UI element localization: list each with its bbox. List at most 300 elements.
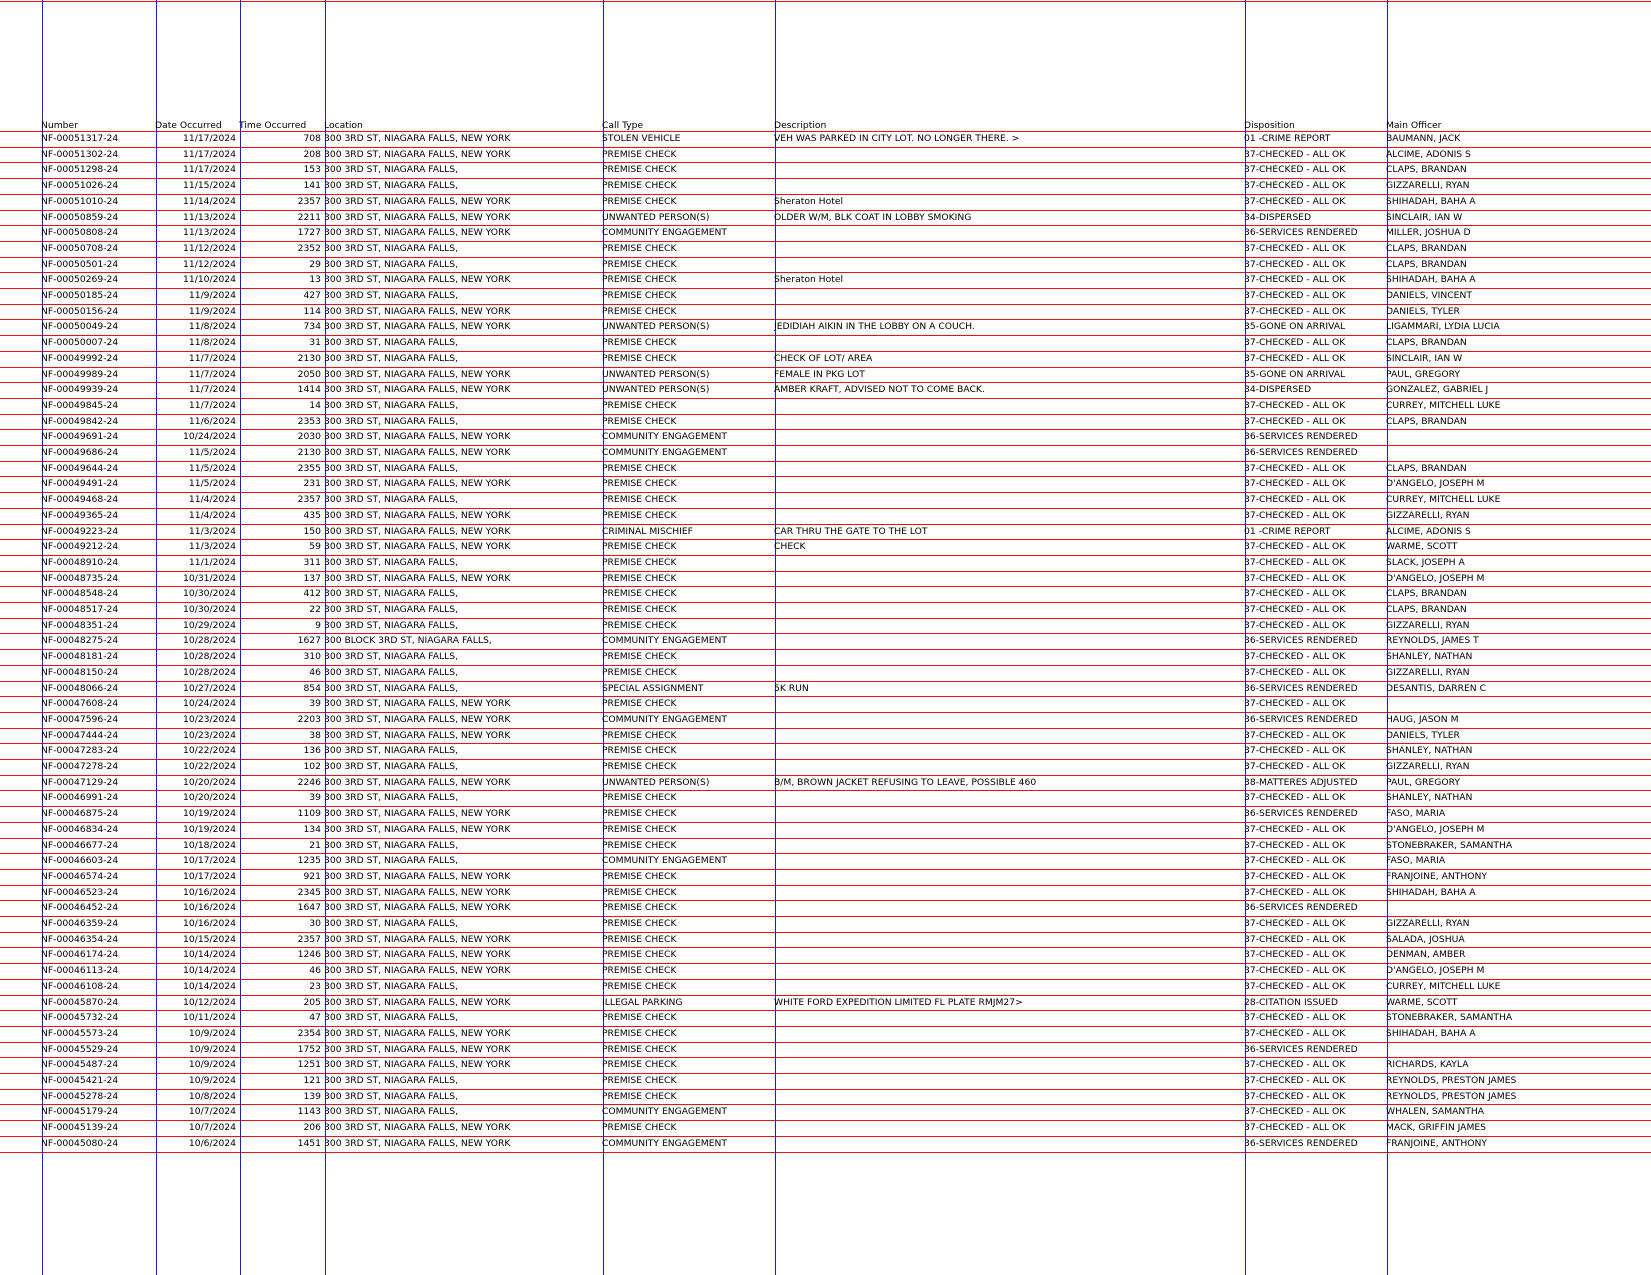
cell-location: 300 3RD ST, NIAGARA FALLS, NEW YORK [324,133,511,144]
row-separator-line [0,367,1651,368]
cell-description: WHITE FORD EXPEDITION LIMITED FL PLATE RMJM27> [774,996,1023,1008]
cell-disposition: 37-CHECKED - ALL OK [1244,651,1346,663]
cell-location: 300 3RD ST, NIAGARA FALLS, NEW YORK [324,195,511,207]
cell-location: 300 3RD ST, NIAGARA FALLS, [324,682,459,694]
cell-date-occurred: 10/14/2024 [183,980,236,992]
cell-main-officer: REYNOLDS, PRESTON JAMES [1386,1090,1517,1102]
cell-time-occurred: 854 [303,682,321,694]
cell-disposition: 37-CHECKED - ALL OK [1244,1122,1346,1134]
cell-main-officer: DANIELS, TYLER [1386,305,1460,317]
cell-call-type: PREMISE CHECK [602,949,677,961]
cell-location: 300 3RD ST, NIAGARA FALLS, NEW YORK [324,949,511,961]
cell-location: 300 3RD ST, NIAGARA FALLS, [324,619,459,631]
cell-disposition: 36-SERVICES RENDERED [1244,1137,1358,1149]
row-separator-line [0,272,1651,273]
cell-location: 300 3RD ST, NIAGARA FALLS, NEW YORK [324,886,511,898]
row-separator-line [0,979,1651,980]
cell-date-occurred: 10/28/2024 [183,666,236,678]
cell-disposition: 36-SERVICES RENDERED [1244,227,1358,239]
cell-location: 300 3RD ST, NIAGARA FALLS, [324,839,459,851]
cell-number: NF-00049691-24 [41,431,119,443]
cell-call-type: COMMUNITY ENGAGEMENT [602,1137,728,1149]
cell-date-occurred: 10/29/2024 [183,619,236,631]
cell-disposition: 37-CHECKED - ALL OK [1244,462,1346,474]
cell-number: NF-00046523-24 [41,886,119,898]
cell-time-occurred: 2353 [297,415,321,427]
row-separator-line [0,382,1651,383]
cell-disposition: 37-CHECKED - ALL OK [1244,1090,1346,1102]
cell-time-occurred: 2130 [297,447,321,458]
cell-number: NF-00048275-24 [41,635,119,647]
cell-description: OLDER W/M, BLK COAT IN LOBBY SMOKING [774,211,972,223]
cell-call-type: CRIMINAL MISCHIEF [602,525,693,537]
cell-call-type: PREMISE CHECK [602,823,677,835]
row-separator-line [0,210,1651,211]
cell-time-occurred: 1246 [297,949,321,961]
row-separator-line [0,508,1651,509]
cell-date-occurred: 10/30/2024 [183,588,236,600]
cell-time-occurred: 2211 [297,211,321,223]
cell-number: NF-00048735-24 [41,572,119,584]
cell-location: 300 3RD ST, NIAGARA FALLS, [324,352,459,364]
cell-description: Sheraton Hotel [774,195,844,207]
cell-disposition: 37-CHECKED - ALL OK [1244,242,1346,254]
cell-time-occurred: 231 [303,478,321,490]
cell-number: NF-00045421-24 [41,1075,119,1086]
cell-time-occurred: 427 [303,290,321,301]
cell-time-occurred: 150 [303,525,321,537]
cell-date-occurred: 11/9/2024 [188,290,236,301]
cell-disposition: 34-DISPERSED [1244,211,1312,223]
row-separator-line [0,665,1651,666]
cell-date-occurred: 10/9/2024 [188,1027,236,1039]
cell-disposition: 37-CHECKED - ALL OK [1244,1059,1346,1071]
row-separator-line [0,995,1651,996]
cell-number: NF-00050185-24 [41,290,119,301]
cell-main-officer: CLAPS, BRANDAN [1386,337,1467,349]
cell-date-occurred: 11/12/2024 [183,242,236,254]
cell-location: 300 3RD ST, NIAGARA FALLS, [324,556,459,568]
cell-number: NF-00051026-24 [41,180,119,192]
cell-call-type: PREMISE CHECK [602,148,677,160]
cell-disposition: 34-DISPERSED [1244,384,1312,396]
cell-location: 300 3RD ST, NIAGARA FALLS, [324,918,459,929]
cell-call-type: PREMISE CHECK [602,808,677,820]
cell-date-occurred: 10/17/2024 [183,855,236,867]
row-separator-line [0,445,1651,446]
cell-call-type: PREMISE CHECK [602,1043,677,1055]
cell-disposition: 37-CHECKED - ALL OK [1244,478,1346,490]
cell-number: NF-00045080-24 [41,1137,119,1149]
cell-date-occurred: 10/9/2024 [188,1059,236,1071]
cell-disposition: 37-CHECKED - ALL OK [1244,870,1346,882]
cell-call-type: PREMISE CHECK [602,1075,677,1086]
cell-disposition: 37-CHECKED - ALL OK [1244,1106,1346,1118]
cell-disposition: 01 -CRIME REPORT [1244,133,1331,144]
cell-call-type: PREMISE CHECK [602,164,677,176]
cell-time-occurred: 435 [303,509,321,521]
cell-location: 300 BLOCK 3RD ST, NIAGARA FALLS, [324,635,492,647]
cell-disposition: 37-CHECKED - ALL OK [1244,180,1346,192]
cell-date-occurred: 11/4/2024 [188,509,236,521]
cell-time-occurred: 921 [303,870,321,882]
row-separator-line [0,476,1651,477]
cell-disposition: 37-CHECKED - ALL OK [1244,761,1346,772]
cell-date-occurred: 10/27/2024 [183,682,236,694]
cell-call-type: PREMISE CHECK [602,258,677,270]
cell-call-type: COMMUNITY ENGAGEMENT [602,713,728,725]
cell-location: 300 3RD ST, NIAGARA FALLS, NEW YORK [324,713,511,725]
cell-number: NF-00047444-24 [41,729,119,741]
row-separator-line [0,1010,1651,1011]
cell-location: 300 3RD ST, NIAGARA FALLS, [324,494,459,506]
cell-number: NF-00049939-24 [41,384,119,396]
cell-disposition: 37-CHECKED - ALL OK [1244,949,1346,961]
cell-call-type: COMMUNITY ENGAGEMENT [602,447,728,458]
cell-time-occurred: 39 [309,698,321,710]
row-separator-line [0,429,1651,430]
cell-time-occurred: 59 [309,541,321,553]
cell-time-occurred: 14 [309,399,321,411]
row-separator-line [0,335,1651,336]
cell-description: CAR THRU THE GATE TO THE LOT [774,525,928,537]
cell-call-type: PREMISE CHECK [602,242,677,254]
cell-description: AMBER KRAFT, ADVISED NOT TO COME BACK. [774,384,985,396]
cell-disposition: 37-CHECKED - ALL OK [1244,399,1346,411]
cell-main-officer: LIGAMMARI, LYDIA LUCIA [1386,321,1500,333]
cell-call-type: PREMISE CHECK [602,839,677,851]
cell-disposition: 37-CHECKED - ALL OK [1244,886,1346,898]
row-separator-line [0,822,1651,823]
cell-date-occurred: 11/5/2024 [188,447,236,458]
cell-call-type: PREMISE CHECK [602,933,677,945]
cell-main-officer: PAUL, GREGORY [1386,776,1460,788]
cell-date-occurred: 10/9/2024 [188,1075,236,1086]
cell-date-occurred: 10/8/2024 [188,1090,236,1102]
cell-date-occurred: 11/8/2024 [188,337,236,349]
cell-location: 300 3RD ST, NIAGARA FALLS, [324,745,459,757]
cell-time-occurred: 2345 [297,886,321,898]
row-separator-line [0,932,1651,933]
cell-date-occurred: 11/12/2024 [183,258,236,270]
cell-date-occurred: 10/18/2024 [183,839,236,851]
cell-number: NF-00048066-24 [41,682,119,694]
cell-main-officer: GONZALEZ, GABRIEL J [1386,384,1489,396]
cell-main-officer: SALADA, JOSHUA [1386,933,1465,945]
cell-disposition: 37-CHECKED - ALL OK [1244,698,1346,710]
row-separator-line [0,838,1651,839]
cell-disposition: 28-CITATION ISSUED [1244,996,1338,1008]
cell-number: NF-00045573-24 [41,1027,119,1039]
cell-time-occurred: 1143 [297,1106,321,1118]
cell-main-officer: CLAPS, BRANDAN [1386,164,1467,176]
cell-date-occurred: 10/7/2024 [188,1106,236,1118]
cell-call-type: STOLEN VEHICLE [602,133,681,144]
cell-location: 300 3RD ST, NIAGARA FALLS, [324,1075,459,1086]
cell-number: NF-00049989-24 [41,368,119,380]
cell-time-occurred: 22 [309,604,321,615]
cell-main-officer: D'ANGELO, JOSEPH M [1386,965,1485,977]
cell-time-occurred: 1752 [297,1043,321,1055]
row-separator-line [0,712,1651,713]
cell-date-occurred: 10/15/2024 [183,933,236,945]
cell-date-occurred: 10/23/2024 [183,729,236,741]
cell-time-occurred: 708 [303,133,321,144]
cell-number: NF-00049842-24 [41,415,119,427]
cell-time-occurred: 29 [309,258,321,270]
cell-location: 300 3RD ST, NIAGARA FALLS, NEW YORK [324,368,511,380]
cell-call-type: PREMISE CHECK [602,494,677,506]
cell-location: 300 3RD ST, NIAGARA FALLS, NEW YORK [324,729,511,741]
column-header-location: Location [324,120,363,131]
cell-date-occurred: 11/5/2024 [188,478,236,490]
cell-call-type: PREMISE CHECK [602,1012,677,1024]
row-separator-line [0,681,1651,682]
row-separator-line [0,963,1651,964]
cell-location: 300 3RD ST, NIAGARA FALLS, NEW YORK [324,1043,511,1055]
cell-date-occurred: 10/16/2024 [183,918,236,929]
cell-disposition: 36-SERVICES RENDERED [1244,447,1358,458]
row-separator-line [0,696,1651,697]
cell-location: 300 3RD ST, NIAGARA FALLS, [324,980,459,992]
cell-description: VEH WAS PARKED IN CITY LOT. NO LONGER THERE. > [774,133,1020,144]
cell-date-occurred: 10/7/2024 [188,1122,236,1134]
cell-number: NF-00049845-24 [41,399,119,411]
cell-number: NF-00046991-24 [41,792,119,804]
cell-time-occurred: 1251 [297,1059,321,1071]
column-rule-line [775,0,776,1275]
cell-call-type: UNWANTED PERSON(S) [602,384,710,396]
cell-location: 300 3RD ST, NIAGARA FALLS, [324,792,459,804]
row-separator-line [0,728,1651,729]
cell-main-officer: MACK, GRIFFIN JAMES [1386,1122,1487,1134]
cell-time-occurred: 23 [309,980,321,992]
cell-call-type: UNWANTED PERSON(S) [602,321,710,333]
cell-date-occurred: 11/17/2024 [183,164,236,176]
row-separator-line [0,147,1651,148]
cell-call-type: PREMISE CHECK [602,965,677,977]
cell-time-occurred: 1414 [297,384,321,396]
cell-main-officer: SHIHADAH, BAHA A [1386,195,1476,207]
cell-call-type: UNWANTED PERSON(S) [602,776,710,788]
cell-time-occurred: 153 [303,164,321,176]
top-border-line [0,1,1651,2]
cell-main-officer: CURREY, MITCHELL LUKE [1386,980,1501,992]
cell-date-occurred: 11/10/2024 [183,274,236,286]
cell-disposition: 37-CHECKED - ALL OK [1244,290,1346,301]
row-separator-line [0,1120,1651,1121]
cell-date-occurred: 10/16/2024 [183,902,236,914]
cell-date-occurred: 10/22/2024 [183,761,236,772]
row-separator-line [0,288,1651,289]
cell-description: FEMALE IN PKG LOT [774,368,865,380]
cell-main-officer: WHALEN, SAMANTHA [1386,1106,1485,1118]
cell-number: NF-00049686-24 [41,447,119,458]
cell-call-type: PREMISE CHECK [602,651,677,663]
cell-call-type: PREMISE CHECK [602,305,677,317]
cell-main-officer: BAUMANN, JACK [1386,133,1461,144]
cell-location: 300 3RD ST, NIAGARA FALLS, NEW YORK [324,431,511,443]
cell-disposition: 37-CHECKED - ALL OK [1244,415,1346,427]
cell-location: 300 3RD ST, NIAGARA FALLS, NEW YORK [324,933,511,945]
row-separator-line [0,649,1651,650]
cell-time-occurred: 9 [315,619,321,631]
cell-call-type: COMMUNITY ENGAGEMENT [602,431,728,443]
cell-number: NF-00050501-24 [41,258,119,270]
cell-time-occurred: 311 [303,556,321,568]
cell-main-officer: STONEBRAKER, SAMANTHA [1386,1012,1513,1024]
cell-location: 300 3RD ST, NIAGARA FALLS, [324,242,459,254]
cell-date-occurred: 10/20/2024 [183,776,236,788]
cell-number: NF-00048351-24 [41,619,119,631]
cell-call-type: PREMISE CHECK [602,619,677,631]
row-separator-line [0,194,1651,195]
cell-description: CHECK [774,541,806,553]
cell-location: 300 3RD ST, NIAGARA FALLS, NEW YORK [324,902,511,914]
cell-disposition: 37-CHECKED - ALL OK [1244,509,1346,521]
cell-call-type: PREMISE CHECK [602,415,677,427]
cell-call-type: COMMUNITY ENGAGEMENT [602,855,728,867]
cell-disposition: 37-CHECKED - ALL OK [1244,305,1346,317]
cell-location: 300 3RD ST, NIAGARA FALLS, NEW YORK [324,321,511,333]
cell-main-officer: REYNOLDS, PRESTON JAMES [1386,1075,1517,1086]
cell-call-type: PREMISE CHECK [602,870,677,882]
cell-disposition: 37-CHECKED - ALL OK [1244,258,1346,270]
column-header-date-occurred: Date Occurred [155,120,222,131]
cell-date-occurred: 11/7/2024 [188,368,236,380]
cell-number: NF-00046603-24 [41,855,119,867]
cell-number: NF-00049644-24 [41,462,119,474]
cell-disposition: 37-CHECKED - ALL OK [1244,352,1346,364]
cell-location: 300 3RD ST, NIAGARA FALLS, [324,164,459,176]
cell-number: NF-00051302-24 [41,148,119,160]
cell-call-type: COMMUNITY ENGAGEMENT [602,635,728,647]
cell-main-officer: REYNOLDS, JAMES T [1386,635,1479,647]
cell-time-occurred: 139 [303,1090,321,1102]
cell-time-occurred: 39 [309,792,321,804]
row-separator-line [0,555,1651,556]
cell-number: NF-00045732-24 [41,1012,119,1024]
cell-disposition: 01 -CRIME REPORT [1244,525,1331,537]
row-separator-line [0,571,1651,572]
cell-main-officer: CLAPS, BRANDAN [1386,415,1467,427]
row-separator-line [0,1026,1651,1027]
cell-description: B/M, BROWN JACKET REFUSING TO LEAVE, POSSIBLE 460 [774,776,1037,788]
cell-main-officer: PAUL, GREGORY [1386,368,1460,380]
cell-description: JEDIDIAH AIKIN IN THE LOBBY ON A COUCH. [774,321,975,333]
cell-number: NF-00045278-24 [41,1090,119,1102]
cell-main-officer: WARME, SCOTT [1386,541,1458,553]
cell-call-type: PREMISE CHECK [602,352,677,364]
cell-number: NF-00050708-24 [41,242,119,254]
row-separator-line [0,162,1651,163]
cell-location: 300 3RD ST, NIAGARA FALLS, NEW YORK [324,823,511,835]
row-separator-line [0,618,1651,619]
row-separator-line [0,539,1651,540]
cell-location: 300 3RD ST, NIAGARA FALLS, [324,290,459,301]
cell-location: 300 3RD ST, NIAGARA FALLS, NEW YORK [324,509,511,521]
cell-location: 300 3RD ST, NIAGARA FALLS, [324,415,459,427]
row-separator-line [0,743,1651,744]
cell-description: Sheraton Hotel [774,274,844,286]
cell-disposition: 38-MATTERES ADJUSTED [1244,776,1358,788]
cell-number: NF-00045487-24 [41,1059,119,1071]
cell-disposition: 35-GONE ON ARRIVAL [1244,321,1346,333]
cell-date-occurred: 10/12/2024 [183,996,236,1008]
cell-main-officer: SHANLEY, NATHAN [1386,792,1473,804]
cell-main-officer: WARME, SCOTT [1386,996,1458,1008]
cell-location: 300 3RD ST, NIAGARA FALLS, [324,399,459,411]
cell-main-officer: GIZZARELLI, RYAN [1386,666,1470,678]
cell-main-officer: GIZZARELLI, RYAN [1386,761,1470,772]
cell-date-occurred: 10/9/2024 [188,1043,236,1055]
cell-disposition: 35-GONE ON ARRIVAL [1244,368,1346,380]
cell-disposition: 37-CHECKED - ALL OK [1244,1075,1346,1086]
cell-date-occurred: 10/22/2024 [183,745,236,757]
cell-number: NF-00046354-24 [41,933,119,945]
cell-number: NF-00047283-24 [41,745,119,757]
cell-location: 300 3RD ST, NIAGARA FALLS, NEW YORK [324,870,511,882]
cell-time-occurred: 2050 [297,368,321,380]
cell-location: 300 3RD ST, NIAGARA FALLS, NEW YORK [324,211,511,223]
cell-date-occurred: 10/23/2024 [183,713,236,725]
cell-location: 300 3RD ST, NIAGARA FALLS, [324,180,459,192]
row-separator-line [0,885,1651,886]
cell-time-occurred: 134 [303,823,321,835]
cell-disposition: 37-CHECKED - ALL OK [1244,572,1346,584]
cell-location: 300 3RD ST, NIAGARA FALLS, [324,651,459,663]
row-separator-line [0,900,1651,901]
cell-disposition: 36-SERVICES RENDERED [1244,431,1358,443]
cell-disposition: 37-CHECKED - ALL OK [1244,337,1346,349]
row-separator-line [0,178,1651,179]
cell-main-officer: SHANLEY, NATHAN [1386,745,1473,757]
cell-disposition: 37-CHECKED - ALL OK [1244,823,1346,835]
cell-date-occurred: 11/17/2024 [183,133,236,144]
cell-number: NF-00048548-24 [41,588,119,600]
cell-number: NF-00051010-24 [41,195,119,207]
cell-date-occurred: 11/3/2024 [188,541,236,553]
cell-number: NF-00049365-24 [41,509,119,521]
cell-call-type: PREMISE CHECK [602,761,677,772]
cell-call-type: PREMISE CHECK [602,572,677,584]
cell-date-occurred: 11/5/2024 [188,462,236,474]
cell-main-officer: SINCLAIR, IAN W [1386,211,1463,223]
cell-main-officer: GIZZARELLI, RYAN [1386,180,1470,192]
cell-disposition: 37-CHECKED - ALL OK [1244,980,1346,992]
cell-call-type: PREMISE CHECK [602,1027,677,1039]
cell-disposition: 36-SERVICES RENDERED [1244,808,1358,820]
cell-disposition: 37-CHECKED - ALL OK [1244,1027,1346,1039]
cell-call-type: PREMISE CHECK [602,745,677,757]
cell-location: 300 3RD ST, NIAGARA FALLS, NEW YORK [324,525,511,537]
cell-disposition: 37-CHECKED - ALL OK [1244,745,1346,757]
row-separator-line [0,1136,1651,1137]
cell-location: 300 3RD ST, NIAGARA FALLS, [324,1090,459,1102]
cell-location: 300 3RD ST, NIAGARA FALLS, NEW YORK [324,447,511,458]
row-separator-line [0,916,1651,917]
cell-disposition: 37-CHECKED - ALL OK [1244,839,1346,851]
cell-number: NF-00048181-24 [41,651,119,663]
cell-number: NF-00045529-24 [41,1043,119,1055]
cell-disposition: 37-CHECKED - ALL OK [1244,619,1346,631]
column-header-disposition: Disposition [1244,120,1295,131]
row-separator-line [0,225,1651,226]
cell-location: 300 3RD ST, NIAGARA FALLS, NEW YORK [324,478,511,490]
cell-date-occurred: 10/24/2024 [183,698,236,710]
cell-main-officer: D'ANGELO, JOSEPH M [1386,823,1485,835]
cell-date-occurred: 10/19/2024 [183,823,236,835]
